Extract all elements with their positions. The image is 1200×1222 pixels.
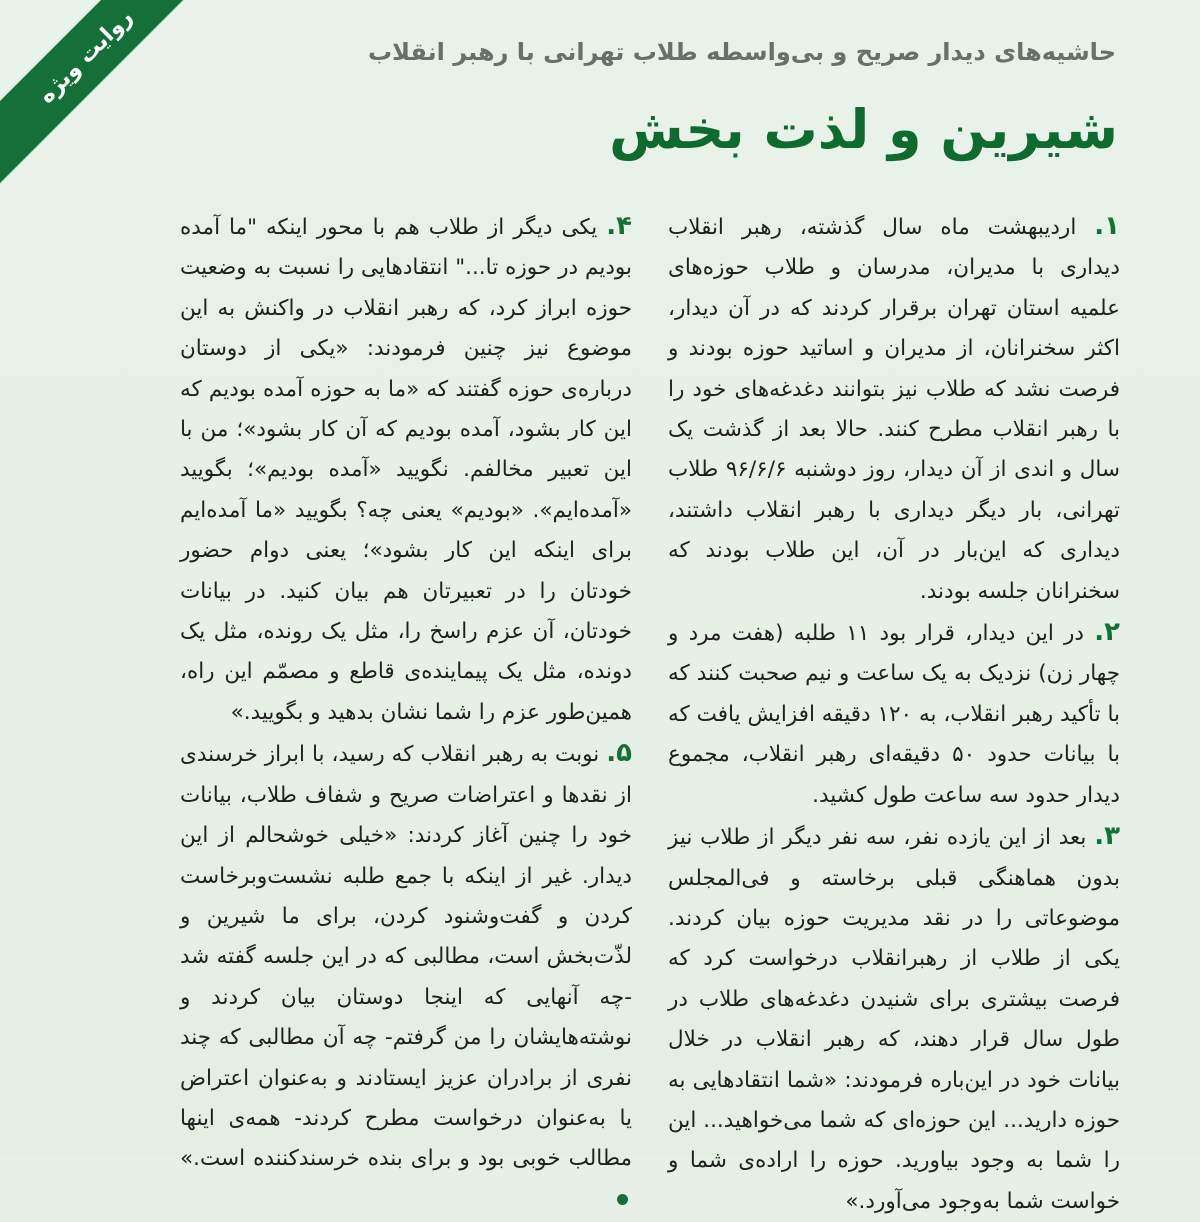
article-paragraph bbox=[668, 816, 1120, 1222]
article-kicker: حاشیه‌های دیدار صریح و بی‌واسطه طلاب تهرانی با رهبر انقلاب bbox=[368, 38, 1116, 66]
article-column-left bbox=[180, 206, 632, 1220]
paragraph-text: در این دیدار، قرار بود ۱۱ طلبه (هفت مرد و چهار زن) نزدیک به یک ساعت و نیم صحبت کنند که با تأکید رهبر انقلاب، به ۱۲۰ دقیقه افزایش یافت که با بیانات حدود ۵۰ دقیقه‌ای رهبر انقلاب، مجموع دیدار حدود سه ساعت طول کشید. bbox=[668, 621, 1120, 808]
paragraph-text: بعد از این یازده نفر، سه نفر دیگر از طلاب نیز بدون هماهنگی قبلی برخاسته و فی‌المجلس موضوعاتی را در نقد مدیریت حوزه بیان کردند. یکی از طلاب از رهبرانقلاب درخواست کرد که فرصت بیشتری برای شنیدن دغدغه‌های طلاب در طول سال قرار دهند، که رهبر انقلاب در خلال بیانات خود در این‌باره فرمودند: «شما انتقادهایی به حوزه دارید... این حوزه‌ای که شما می‌خواهید... این را شما به وجود بیاورید. حوزه را اراده‌ی شما و خواست شما به‌وجود می‌آورد.» bbox=[668, 825, 1120, 1214]
paragraph-number: ۴. bbox=[606, 211, 632, 241]
article-paragraph bbox=[668, 612, 1120, 816]
paragraph-number: ۳. bbox=[1094, 821, 1120, 852]
section-corner-banner bbox=[0, 0, 198, 190]
article-paragraph bbox=[668, 206, 1120, 612]
paragraph-text: اردیبهشت ماه سال گذشته، رهبر انقلاب دیداری با مدیران، مدرسان و طلاب حوزه‌های علمیه استان تهران برقرار کردند که در آن دیدار، اکثر سخنرانان، از مدیران و اساتید حوزه بودند و فرصت نشد که طلاب نیز بتوانند دغدغه‌های خود را با رهبر انقلاب مطرح کنند. حالا بعد از گذشت یک سال و اندی از آن دیدار، روز دوشنبه ۹۶/۶/۶ طلاب تهرانی، بار دیگر دیداری با رهبر انقلاب داشتند، دیداری که این‌بار در آن، این طلاب بودند که سخنرانان جلسه بودند. bbox=[668, 215, 1120, 604]
article-paragraph bbox=[180, 206, 632, 733]
paragraph-number: ۱. bbox=[1094, 211, 1120, 241]
section-label: روایت ویژه bbox=[33, 4, 138, 109]
article-column-right bbox=[668, 206, 1120, 1222]
article-paragraph bbox=[180, 733, 632, 1220]
paragraph-number: ۵. bbox=[606, 738, 632, 769]
paragraph-text: نوبت به رهبر انقلاب که رسید، با ابراز خرسندی از نقدها و اعتراضات صریح و شفاف طلاب، بیانات خود را چنین آغاز کردند: «خیلی خوشحالم از این دیدار. غیر از اینکه با جمع طلبه نشست‌وبرخاست کردن و گفت‌وشنود کردن، برای ما شیرین و لذّت‌بخش است، مطالبی که در این جلسه گفته شد -چه آنهایی که اینجا دوستان بیان کردند و نوشته‌هایشان را من گرفتم- چه آن مطالبی که چند نفری از برادران عزیز ایستادند و به‌عنوان اعتراض یا به‌عنوان درخواست مطرح کردند- همه‌ی اینها مطالب خوبی بود و برای بنده خرسندکننده است.» bbox=[180, 742, 632, 1172]
end-of-article-dot-icon bbox=[617, 1194, 628, 1205]
paragraph-text: یکی دیگر از طلاب هم با محور اینکه "ما آمده بودیم در حوزه تا..." انتقادهایی را نسبت به وضعیت حوزه ابراز کرد، که رهبر انقلاب در واکنش به این موضوع نیز چنین فرمودند: «یکی از دوستان درباره‌ی حوزه گفتند که «ما به حوزه آمده بودیم که این کار بشود، آمده بودیم که آن کار بشود»؛ من با این تعبیر مخالفم. نگویید «آمده بودیم»؛ بگویید «آمده‌ایم». «بودیم» یعنی چه؟ بگویید «ما آمده‌ایم برای اینکه این کار بشود»؛ یعنی دوام حضور خودتان را در تعبیرتان هم بیان کنید. در بیانات خودتان، آن عزم راسخ را، مثل یک رونده، مثل یک دونده، مثل یک پیماینده‌ی قاطع و مصمّم این راه، همین‌طور عزم را شما نشان بدهید و بگویید.» bbox=[180, 215, 632, 725]
paragraph-number: ۲. bbox=[1094, 617, 1120, 648]
article-headline: شیرین و لذت بخش bbox=[609, 98, 1118, 161]
